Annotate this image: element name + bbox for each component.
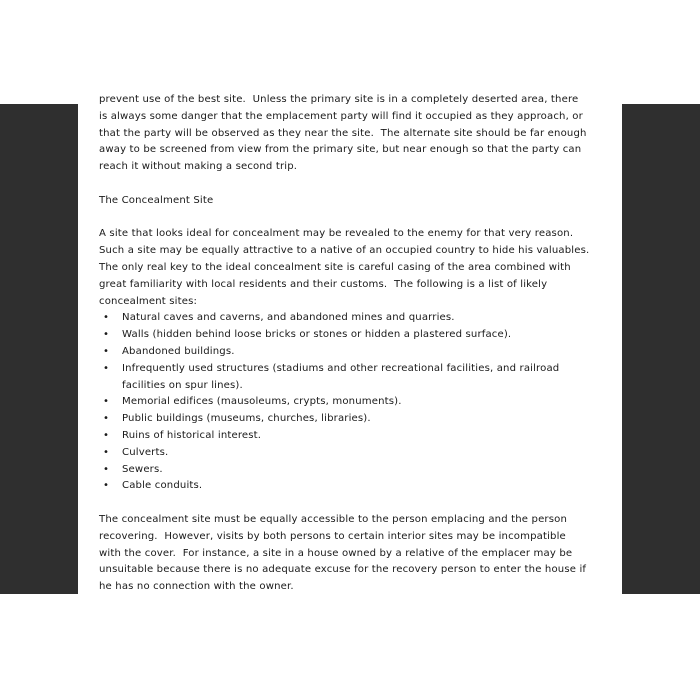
paragraph-line: recovering. However, visits by both persons to certain interior sites may be incompatible (99, 530, 566, 542)
bullet-icon: • (103, 463, 110, 475)
bullet-icon: • (103, 429, 110, 441)
list-item (99, 428, 599, 445)
paragraph-gap (99, 210, 599, 227)
intro-line: away to be screened from view from the primary site, but near enough so that the party can (99, 144, 582, 156)
list-item (99, 327, 599, 344)
document-page (78, 94, 622, 594)
list-item (99, 310, 599, 327)
paragraph-line: unsuitable because there is no adequate excuse for the recovery person to enter the house if (99, 564, 587, 576)
viewer-right-margin (622, 104, 700, 594)
list-item (99, 411, 599, 428)
paragraph-line: A site that looks ideal for concealment may be revealed to the enemy for that very reason. (99, 228, 574, 240)
bullet-icon: • (103, 446, 110, 458)
list-item (99, 361, 599, 395)
list-item-text: Public buildings (museums, churches, libraries). (122, 413, 371, 425)
intro-line: prevent use of the best site. Unless the primary site is in a completely deserted area, there (99, 94, 579, 105)
list-item-text: Culverts. (122, 446, 169, 458)
page-text-body (99, 92, 599, 596)
paragraph-line: The concealment site must be equally accessible to the person emplacing and the person (99, 513, 568, 525)
paragraph-line: Such a site may be equally attractive to a native of an occupied country to hide his valuables. (99, 245, 590, 257)
intro-line: that the party will be observed as they near the site. The alternate site should be far enough (99, 127, 587, 139)
list-item-text: Ruins of historical interest. (122, 429, 262, 441)
list-item (99, 462, 599, 479)
list-item (99, 344, 599, 361)
list-item-text: Natural caves and caverns, and abandoned mines and quarries. (122, 312, 455, 324)
list-item-text: Abandoned buildings. (122, 345, 235, 357)
paragraph-line: great familiarity with local residents and their customs. The following is a list of likely (99, 278, 548, 290)
document-viewer[interactable] (0, 94, 700, 594)
paragraph-line: he has no connection with the owner. (99, 581, 294, 593)
intro-line: is always some danger that the emplacement party will find it occupied as they approach, or (99, 110, 583, 122)
concealment-sites-list (99, 310, 599, 495)
bullet-icon: • (103, 413, 110, 425)
list-item-text-continued: facilities on spur lines). (122, 379, 243, 391)
bullet-icon: • (103, 345, 110, 357)
bullet-icon: • (103, 329, 110, 341)
list-item-text: Cable conduits. (122, 480, 203, 492)
paragraph-line: concealment sites: (99, 295, 198, 307)
paragraph-gap (99, 176, 599, 193)
list-item (99, 394, 599, 411)
list-item-text: Walls (hidden behind loose bricks or stones or hidden a plastered surface). (122, 329, 512, 341)
list-item (99, 445, 599, 462)
list-item (99, 478, 599, 495)
viewer-left-margin (0, 104, 78, 594)
paragraph-gap (99, 495, 599, 512)
paragraph-line: The only real key to the ideal concealment site is careful casing of the area combined with (99, 261, 571, 273)
list-item-text: Memorial edifices (mausoleums, crypts, monuments). (122, 396, 402, 408)
list-item-text: Sewers. (122, 463, 163, 475)
list-item-text: Infrequently used structures (stadiums and other recreational facilities, and railroad (122, 362, 560, 374)
paragraph-line: with the cover. For instance, a site in a house owned by a relative of the emplacer may be (99, 547, 573, 559)
bullet-icon: • (103, 362, 110, 374)
bullet-icon: • (103, 312, 110, 324)
bullet-icon: • (103, 396, 110, 408)
bullet-icon: • (103, 480, 110, 492)
intro-line: reach it without making a second trip. (99, 161, 298, 173)
section-heading: The Concealment Site (99, 194, 214, 206)
